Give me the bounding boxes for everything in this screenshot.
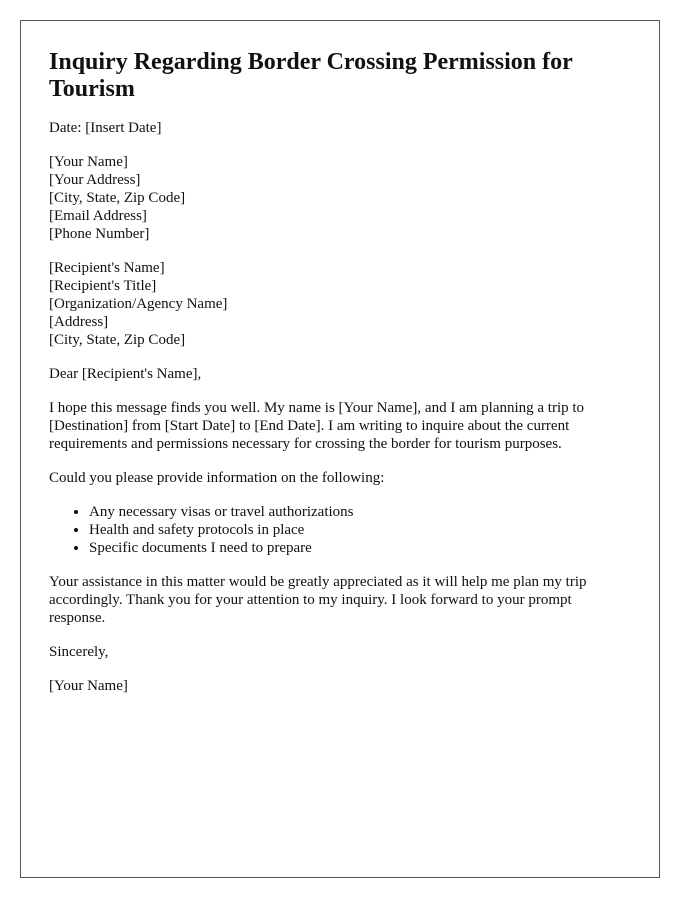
recipient-title: [Recipient's Title]	[49, 278, 157, 294]
recipient-address: [Address]	[49, 314, 109, 330]
list-item: • Health and safety protocols in place	[89, 521, 631, 539]
sign-off: Sincerely,	[49, 644, 109, 660]
recipient-address-block	[49, 259, 631, 349]
date-line: Date: [Insert Date]	[49, 120, 162, 136]
closing-paragraph: Your assistance in this matter would be greatly appreciated as it will help me plan my trip accordingly. Thank you for your attention to my inquiry. I look forward to your prompt response.	[49, 574, 587, 626]
sender-address: [Your Address]	[49, 172, 141, 188]
list-item: • Specific documents I need to prepare	[89, 539, 631, 557]
sender-city-state-zip: [City, State, Zip Code]	[49, 190, 186, 206]
letter-page	[20, 20, 660, 878]
sender-phone: [Phone Number]	[49, 226, 150, 242]
letter-title: Inquiry Regarding Border Crossing Permission for Tourism	[49, 49, 573, 102]
request-paragraph: Could you please provide information on the following:	[49, 470, 385, 486]
sender-address-block	[49, 153, 631, 243]
sender-name: [Your Name]	[49, 154, 128, 170]
recipient-organization: [Organization/Agency Name]	[49, 296, 228, 312]
recipient-name: [Recipient's Name]	[49, 260, 165, 276]
recipient-city-state-zip: [City, State, Zip Code]	[49, 332, 186, 348]
signature: [Your Name]	[49, 678, 128, 694]
list-item: • Any necessary visas or travel authorizations	[89, 503, 631, 521]
sender-email: [Email Address]	[49, 208, 147, 224]
salutation: Dear [Recipient's Name],	[49, 366, 202, 382]
intro-paragraph: I hope this message finds you well. My name is [Your Name], and I am planning a trip to [Destination] from [Start Date] to [End Date]. I am writing to inquire about the current requirements and permissions necessary for crossing the border for tourism purposes.	[49, 400, 585, 452]
request-list	[49, 503, 631, 557]
